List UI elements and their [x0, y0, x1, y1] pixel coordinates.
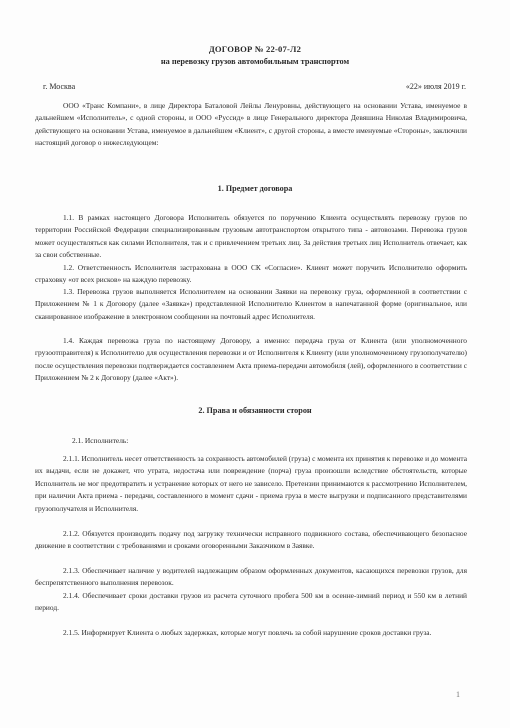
clause-2-1-1: 2.1.1. Исполнитель несет ответственность за сохранность автомобилей (груза) с момента их принятия к перевозке и до момента их выдачи, если не докажет, что утрата, недостача или повреждение (порча) груза произошли вследствие обстоятельств, которые Исполнитель не мог предотвратить и устранение которых от него не зависело. Претензии принимаются к рассмотрению Исполнителем, при наличии Акта приема - передачи, составленного в момент сдачи - приема груза в месте выгрузки и подписанного представителями грузополучателя и Исполнителя.	[35, 454, 467, 513]
clause-1-2: 1.2. Ответственность Исполнителя застрахована в ООО СК «Согласие». Клиент может поручить Исполнителю оформить страховку «от всех рисков» на каждую перевозку.	[35, 263, 467, 285]
clause-2-1-4: 2.1.4. Обеспечивает сроки доставки грузов из расчета суточного пробега 500 км в осенне-зимний период и 550 км в летний период.	[35, 591, 467, 613]
clause-1-1: 1.1. В рамках настоящего Договора Исполнитель обязуется по поручению Клиента осуществлять перевозку грузов по территории Российской Федерации специализированным грузовым автотранспортом открытого типа - автовозами. Перевозка грузов может осуществляться как силами Исполнителя, так и с привлечением третьих лиц. За действия третьих лиц Исполнитель отвечает, как за свои собственные.	[35, 213, 467, 260]
document-city: г. Москва	[43, 82, 76, 91]
section-2-heading: 2. Права и обязанности сторон	[198, 406, 312, 415]
document-subtitle: на перевозку грузов автомобильным транспортом	[160, 57, 350, 66]
clause-2-1-3: 2.1.3. Обеспечивает наличие у водителей надлежащим образом оформленных документов, касающихся перевозки грузов, для беспрепятственного выполнения перевозок.	[35, 566, 467, 588]
page-number: 1	[456, 690, 460, 699]
intro-paragraph: ООО «Транс Компани», в лице Директора Баталовой Лейлы Ленуровны, действующего на основании Устава, именуемое в дальнейшем «Исполнитель», с одной стороны, и ООО «Руссид» в лице Генерального директора Девяшина Николая Владимировича, действующего на основании Устава, именуемое в дальнейшем «Клиент», с другой стороны, а вместе именуемые «Стороны», заключили настоящий договор о нижеследующем:	[35, 101, 467, 148]
clause-1-4: 1.4. Каждая перевозка груза по настоящему Договору, а именно: передача груза от Клиента (или уполномоченного грузоотправителя) к Исполнителю для осуществления перевозки и от Исполнителя к Клиенту (или уполномоченному грузополучателю) после осуществления перевозки подтверждается составлением Акта приема-передачи автомобиля (лей), оформленного в соответствии с Приложением № 2 к Договору (далее «Акт»).	[35, 336, 467, 383]
clause-2-1-2: 2.1.2. Обязуется производить подачу под загрузку технически исправного подвижного состава, обеспечивающего безопасное движение в соответствии с требованиями и сроками оговоренными Заказчиком в Заявке.	[35, 529, 467, 551]
clause-2-1-5: 2.1.5. Информирует Клиента о любых задержках, которые могут повлечь за собой нарушение сроков доставки груза.	[63, 628, 432, 637]
document-date: «22» июля 2019 г.	[405, 82, 466, 91]
clause-2-1-label: 2.1. Исполнитель:	[72, 436, 129, 445]
clause-1-3: 1.3. Перевозка грузов выполняется Исполнителем на основании Заявки на перевозку груза, оформленной в соответствии с Приложением № 1 к Договору (далее «Заявка») представленной Исполнителю Клиентом в напечатанной форме (оригинальное, или сканированное изображение в электронном сообщении на почтовый адрес Исполнителя.	[35, 287, 467, 321]
document-title: ДОГОВОР № 22-07-Л2	[208, 44, 302, 54]
section-1-heading: 1. Предмет договора	[217, 184, 293, 193]
